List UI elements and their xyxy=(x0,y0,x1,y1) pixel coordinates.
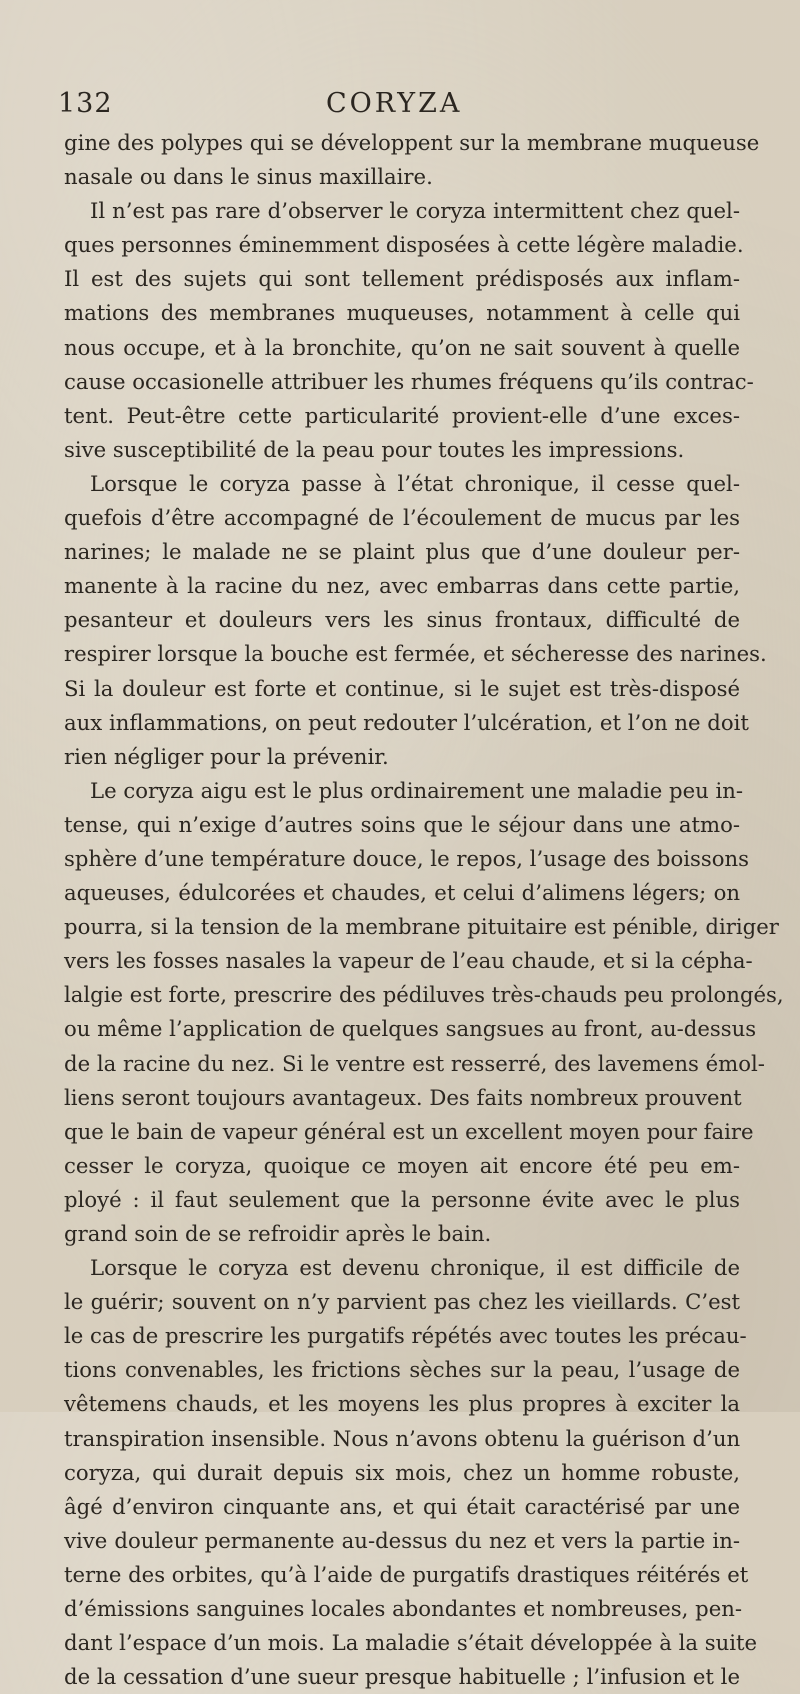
text-line: nous occupe, et à la bronchite, qu’on ne sait souvent à quelle xyxy=(64,334,740,360)
text-line: le guérir; souvent on n’y parvient pas chez les vieillards. C’est xyxy=(64,1289,740,1315)
running-title: CORYZA xyxy=(326,88,463,119)
text-line: manente à la racine du nez, avec embarras dans cette partie, xyxy=(64,573,740,599)
text-line: transpiration insensible. Nous n’avons obtenu la guérison d’un xyxy=(64,1425,741,1451)
text-line: liens seront toujours avantageux. Des faits nombreux prouvent xyxy=(64,1084,742,1110)
text-line: tions convenables, les frictions sèches sur la peau, l’usage de xyxy=(64,1357,740,1383)
text-line: de la cessation d’une sueur presque habituelle ; l’infusion et le xyxy=(64,1664,740,1690)
text-line: narines; le malade ne se plaint plus que d’une douleur per- xyxy=(64,539,740,565)
text-line: mations des membranes muqueuses, notamment à celle qui xyxy=(64,300,740,326)
text-line: d’émissions sanguines locales abondantes et nombreuses, pen- xyxy=(64,1596,743,1622)
text-line: le cas de prescrire les purgatifs répétés avec toutes les précau- xyxy=(64,1323,747,1349)
text-line: coryza, qui durait depuis six mois, chez un homme robuste, xyxy=(64,1459,740,1485)
paragraph xyxy=(64,467,767,774)
text-line: vers les fosses nasales la vapeur de l’eau chaude, et si la cépha- xyxy=(64,948,753,974)
text-line: pesanteur et douleurs vers les sinus frontaux, difficulté de xyxy=(64,607,740,633)
text-line: terne des orbites, qu’à l’aide de purgatifs drastiques réitérés et xyxy=(64,1561,749,1587)
text-line: ques personnes éminemment disposées à cette légère maladie. xyxy=(64,232,744,258)
text-line: gine des polypes qui se développent sur la membrane muqueuse xyxy=(64,130,760,155)
body-text xyxy=(64,126,784,1694)
text-line: Il n’est pas rare d’observer le coryza intermittent chez quel- xyxy=(90,198,740,224)
text-line: Lorsque le coryza passe à l’état chronique, il cesse quel- xyxy=(90,470,740,496)
text-line: sphère d’une température douce, le repos, l’usage des boissons xyxy=(64,845,749,871)
text-line: que le bain de vapeur général est un excellent moyen pour faire xyxy=(64,1118,754,1144)
text-line: pourra, si la tension de la membrane pituitaire est pénible, diriger xyxy=(64,914,779,940)
text-line: de la racine du nez. Si le ventre est resserré, des lavemens émol- xyxy=(64,1050,765,1076)
running-head xyxy=(58,88,748,128)
paragraph xyxy=(64,774,784,1251)
text-line: Si la douleur est forte et continue, si le sujet est très-disposé xyxy=(64,675,740,701)
text-line: tent. Peut-être cette particularité provient-elle d’une exces- xyxy=(64,402,740,428)
text-line: tense, qui n’exige d’autres soins que le séjour dans une atmo- xyxy=(64,811,740,837)
text-line: vêtemens chauds, et les moyens les plus propres à exciter la xyxy=(64,1391,740,1417)
text-line: sive susceptibilité de la peau pour toutes les impressions. xyxy=(64,436,685,462)
text-line: Le coryza aigu est le plus ordinairement une maladie peu in- xyxy=(90,777,744,803)
text-line: cause occasionelle attribuer les rhumes fréquens qu’ils contrac- xyxy=(64,368,754,394)
text-line: rien négliger pour la prévenir. xyxy=(64,743,389,769)
text-line: aux inflammations, on peut redouter l’ulcération, et l’on ne doit xyxy=(64,709,749,735)
text-line: ou même l’application de quelques sangsues au front, au-dessus xyxy=(64,1016,757,1042)
text-line: ployé : il faut seulement que la personne évite avec le plus xyxy=(64,1186,740,1212)
text-line: Il est des sujets qui sont tellement prédisposés aux inflam- xyxy=(64,266,740,292)
paragraph xyxy=(64,194,754,467)
paragraph xyxy=(64,1251,758,1694)
page-number: 132 xyxy=(58,88,113,119)
text-line: quefois d’être accompagné de l’écoulement de mucus par les xyxy=(64,505,740,531)
text-line: dant l’espace d’un mois. La maladie s’était développée à la suite xyxy=(64,1630,758,1656)
text-line: lalgie est forte, prescrire des pédiluves très-chauds peu prolongés, xyxy=(64,982,784,1008)
paragraph xyxy=(64,126,760,194)
text-line: vive douleur permanente au-dessus du nez et vers la partie in- xyxy=(64,1527,740,1553)
text-line: cesser le coryza, quoique ce moyen ait encore été peu em- xyxy=(64,1152,740,1178)
text-line: grand soin de se refroidir après le bain. xyxy=(64,1221,492,1246)
text-line: respirer lorsque la bouche est fermée, et sécheresse des narines. xyxy=(64,641,767,667)
text-line: aqueuses, édulcorées et chaudes, et celui d’alimens légers; on xyxy=(64,880,740,906)
text-line: nasale ou dans le sinus maxillaire. xyxy=(64,164,433,190)
text-line: Lorsque le coryza est devenu chronique, il est difficile de xyxy=(90,1255,740,1281)
text-line: âgé d’environ cinquante ans, et qui était caractérisé par une xyxy=(64,1493,740,1519)
